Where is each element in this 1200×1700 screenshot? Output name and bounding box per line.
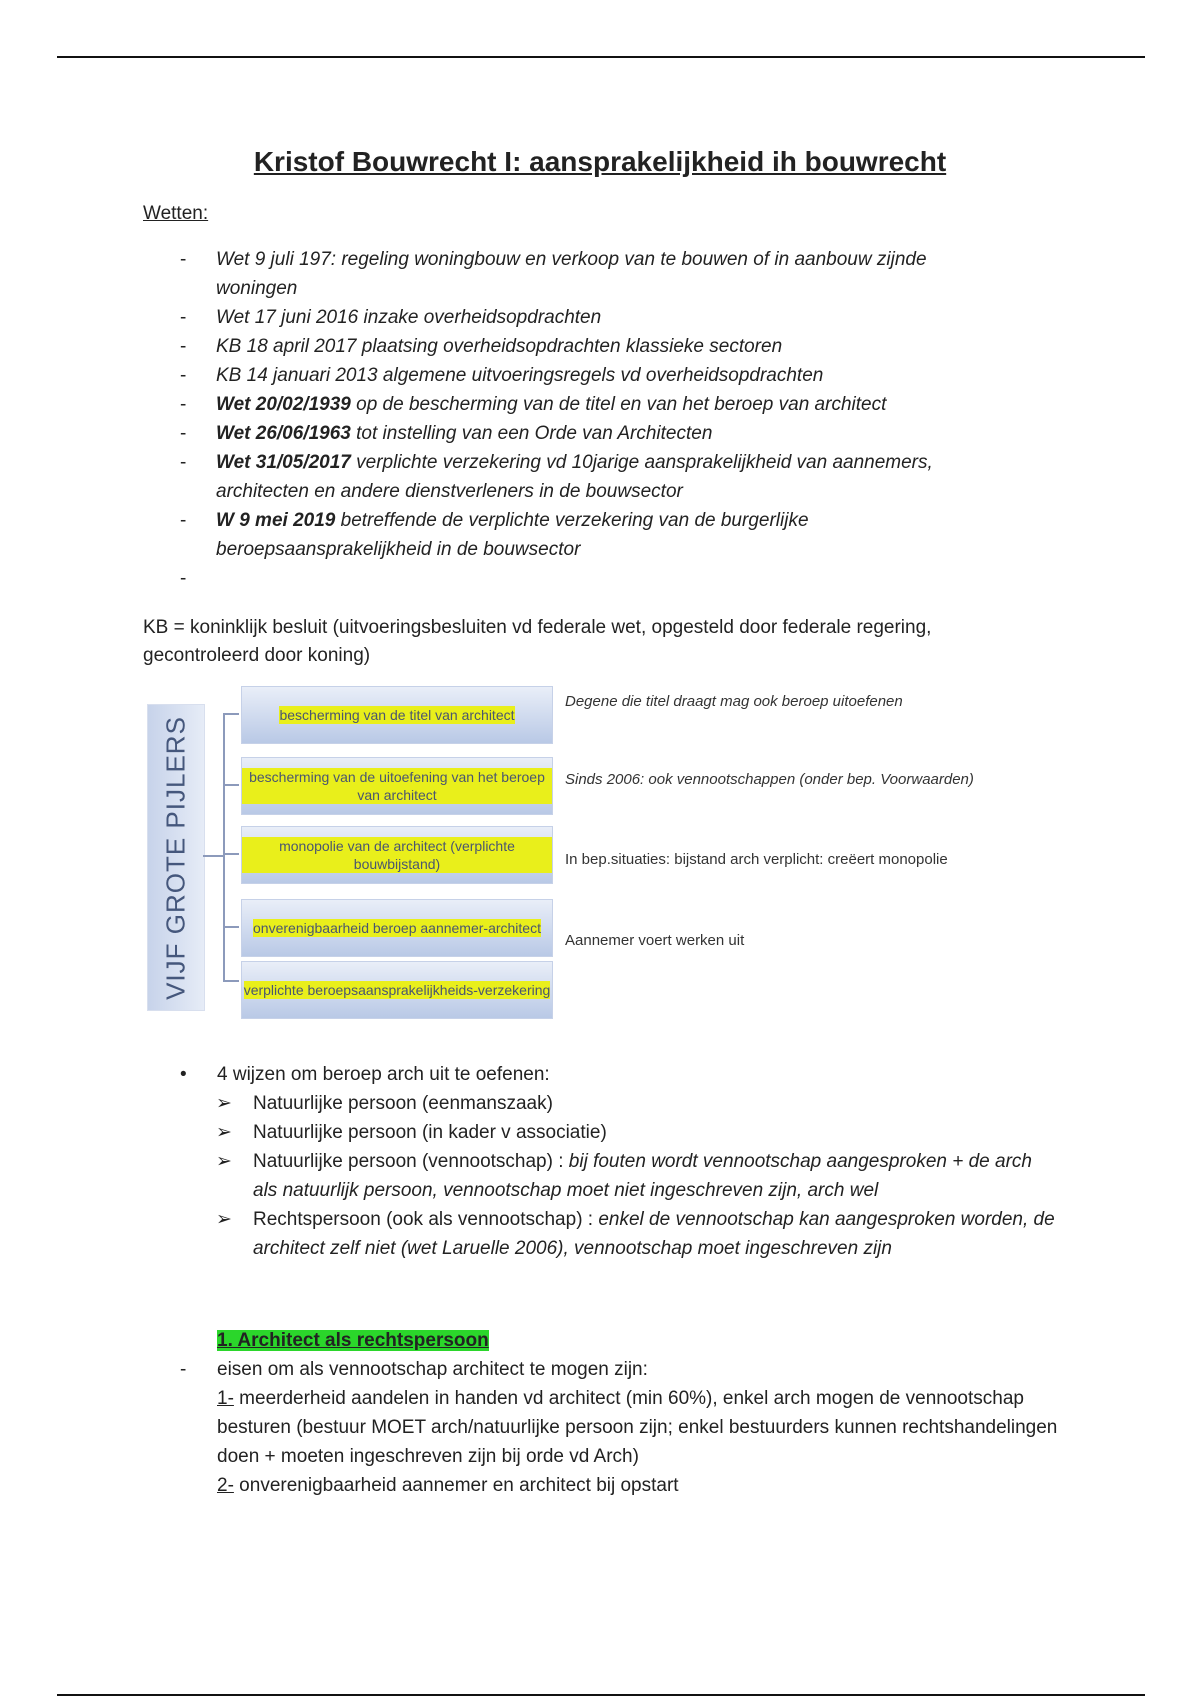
wijzen-intro: • 4 wijzen om beroep arch uit te oefenen: — [180, 1064, 550, 1085]
section-heading: 1. Architect als rechtspersoon — [217, 1330, 489, 1351]
top-rule — [57, 56, 1145, 58]
wijzen-section — [180, 1060, 1060, 1263]
law-item: - W 9 mei 2019 betreffende de verplichte verzekering van de burgerlijke beroepsaansprakelijkheid in de bouwsector — [180, 510, 809, 560]
connector — [223, 926, 239, 928]
pillar-box: verplichte beroepsaansprakelijkheids-verzekering — [241, 961, 553, 1019]
law-item: - KB 18 april 2017 plaatsing overheidsopdrachten klassieke sectoren — [180, 336, 783, 357]
wijzen-list — [180, 1089, 1060, 1263]
pillars-diagram — [143, 680, 1063, 1020]
section-architect-rechtspersoon — [180, 1327, 1060, 1500]
pillar-box: onverenigbaarheid beroep aannemer-architect — [241, 899, 553, 957]
connector — [223, 980, 239, 982]
law-item: - Wet 20/02/1939 op de bescherming van de titel en van het beroep van architect — [180, 394, 887, 415]
wijzen-item: ➢ Natuurlijke persoon (eenmanszaak) — [216, 1093, 553, 1114]
pillar-box: monopolie van de architect (verplichte bouwbijstand) — [241, 826, 553, 884]
law-item: - Wet 9 juli 197: regeling woningbouw en verkoop van te bouwen of in aanbouw zijnde woningen — [180, 249, 927, 299]
law-item: - KB 14 januari 2013 algemene uitvoeringsregels vd overheidsopdrachten — [180, 365, 824, 386]
page-title: Kristof Bouwrecht I: aansprakelijkheid ih bouwrecht — [253, 146, 947, 177]
requirement-1: 1- meerderheid aandelen in handen vd architect (min 60%), enkel arch mogen de vennootschap besturen (bestuur MOET arch/natuurlijke persoon zijn; enkel bestuurders kunnen rechtshandelingen doen + moeten ingeschreven zijn bij orde vd Arch) — [217, 1388, 1058, 1467]
connector — [223, 713, 239, 715]
pillar-box: bescherming van de titel van architect — [241, 686, 553, 744]
connector — [223, 853, 239, 855]
pillars-title: VIJF GROTE PIJLERS — [160, 715, 191, 1000]
connector — [223, 713, 225, 980]
pillars-title-box — [147, 704, 205, 1011]
connector — [203, 855, 224, 857]
law-item: - Wet 17 juni 2016 inzake overheidsopdrachten — [180, 307, 602, 328]
wijzen-item: ➢ Natuurlijke persoon (in kader v associatie) — [216, 1122, 607, 1143]
connector — [223, 784, 239, 786]
bottom-rule — [57, 1694, 1145, 1696]
pillar-box: bescherming van de uitoefening van het beroep van architect — [241, 757, 553, 815]
wetten-heading: Wetten: — [143, 203, 209, 224]
wijzen-item: ➢ Rechtspersoon (ook als vennootschap) : enkel de vennootschap kan aangesproken worden, de architect zelf niet (wet Laruelle 2006), vennootschap moet ingeschreven zijn — [216, 1209, 1055, 1259]
law-list: - Wet 9 juli 197: regeling woningbouw en verkoop van te bouwen of in aanbouw zijnde woningen - Wet 17 juni 2016 inzake overheidsopdrachten - KB 18 april 2017 plaatsing overheidsopdrachten klassieke sectoren - KB 14 januari 2013 algemene uitvoeringsregels vd overheidsopdrachten - Wet 20/02/1939 op de bescherming van de titel en van het beroep van architect - Wet 26/06/1963 tot instelling van een Orde van Architecten - Wet 31/05/2017 verplichte verzekering vd 10jarige aansprakelijkheid van aannemers, architecten en andere dienstverleners in de bouwsector - W 9 mei 2019 betreffende de verplichte verzekering van de burgerlijke beroepsaansprakelijkheid in de bouwsector - — [180, 245, 1010, 564]
kb-definition: KB = koninklijk besluit (uitvoeringsbesluiten vd federale wet, opgesteld door federale regering, gecontroleerd door koning) — [143, 617, 932, 666]
pillar-note: Degene die titel draagt mag ook beroep uitoefenen — [565, 693, 903, 710]
requirements-intro: - eisen om als vennootschap architect te mogen zijn: — [180, 1359, 648, 1380]
pillar-note: Aannemer voert werken uit — [565, 932, 745, 949]
pillar-note: In bep.situaties: bijstand arch verplicht: creëert monopolie — [565, 851, 948, 868]
law-item: - Wet 31/05/2017 verplichte verzekering vd 10jarige aansprakelijkheid van aannemers, architecten en andere dienstverleners in de bouwsector — [180, 452, 933, 502]
law-item: - Wet 26/06/1963 tot instelling van een Orde van Architecten — [180, 423, 713, 444]
pillar-note: Sinds 2006: ook vennootschappen (onder bep. Voorwaarden) — [565, 771, 974, 788]
requirement-2: 2- onverenigbaarheid aannemer en architect bij opstart — [217, 1475, 679, 1496]
wijzen-item: ➢ Natuurlijke persoon (vennootschap) : bij fouten wordt vennootschap aangesproken + de arch als natuurlijk persoon, vennootschap moet niet ingeschreven zijn, arch wel — [216, 1151, 1032, 1201]
